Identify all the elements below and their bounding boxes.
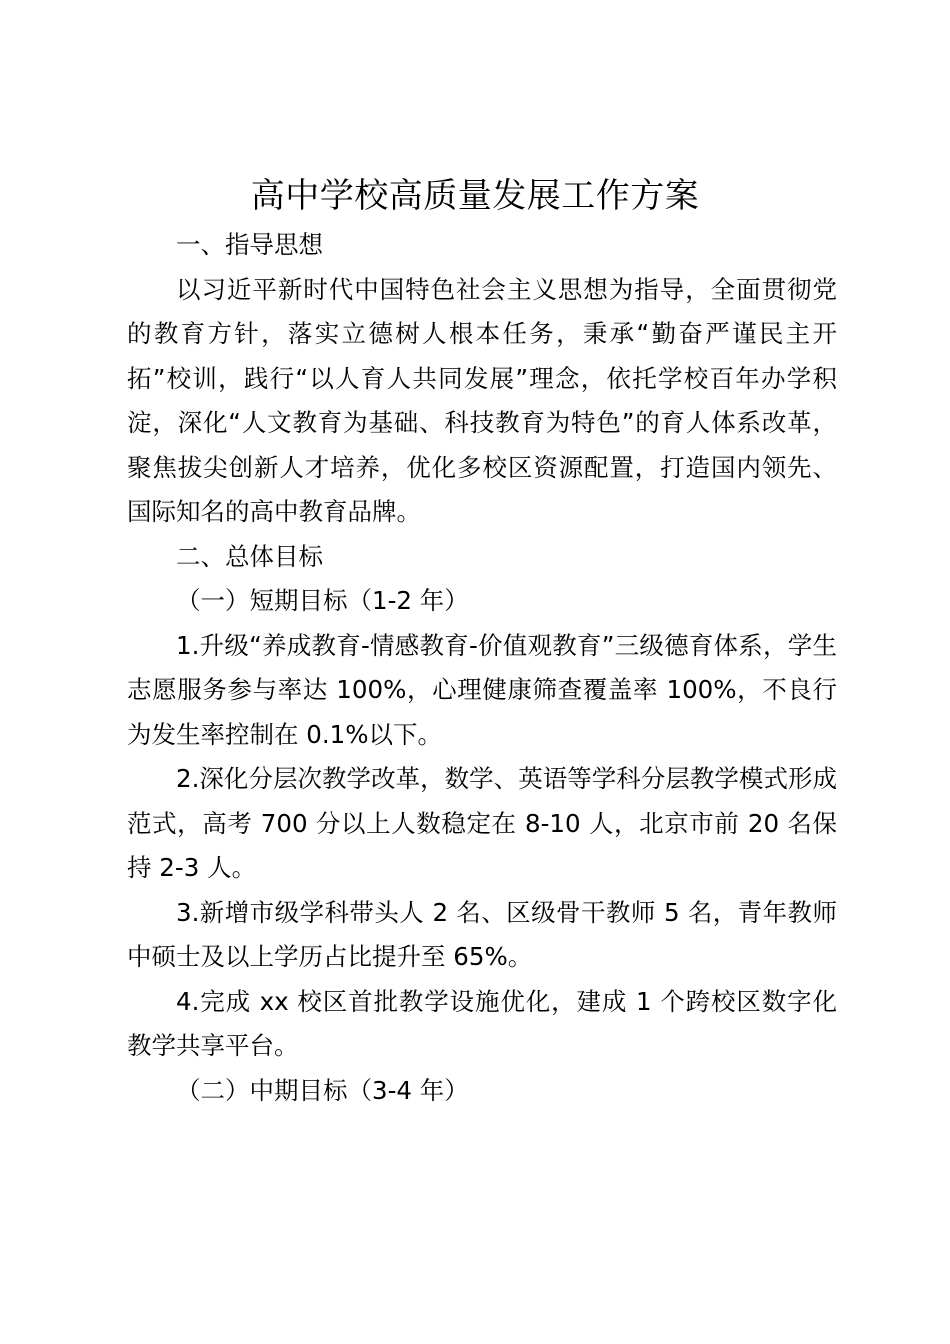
goal-item-3: 3.新增市级学科带头人 2 名、区级骨干教师 5 名，青年教师中硕士及以上学历占比提升至 65%。 bbox=[127, 897, 837, 971]
document-body bbox=[127, 223, 837, 1113]
goal-item-1: 1.升级“养成教育-情感教育-价值观教育”三级德育体系，学生志愿服务参与率达 100%，心理健康筛查覆盖率 100%，不良行为发生率控制在 0.1%以下。 bbox=[127, 630, 837, 749]
subheading-mid-term-goals: （二）中期目标（3-4 年） bbox=[176, 1075, 469, 1105]
heading-guiding-ideology: 一、指导思想 bbox=[176, 230, 323, 259]
heading-overall-goals: 二、总体目标 bbox=[176, 541, 323, 571]
document-title: 高中学校高质量发展工作方案 bbox=[250, 176, 700, 216]
goal-item-4: 4.完成 xx 校区首批教学设施优化，建成 1 个跨校区数字化教学共享平台。 bbox=[127, 986, 837, 1060]
paragraph-guiding-ideology: 以习近平新时代中国特色社会主义思想为指导，全面贯彻党的教育方针，落实立德树人根本任务，秉承“勤奋严谨民主开拓”校训，践行“以人育人共同发展”理念，依托学校百年办学积淀，深化“人文教育为基础、科技教育为特色”的育人体系改革，聚焦拔尖创新人才培养，优化多校区资源配置，打造国内领先、国际知名的高中教育品牌。 bbox=[127, 274, 837, 526]
goal-item-2: 2.深化分层次教学改革，数学、英语等学科分层教学模式形成范式，高考 700 分以上人数稳定在 8-10 人，北京市前 20 名保持 2-3 人。 bbox=[127, 764, 837, 882]
subheading-short-term-goals: （一）短期目标（1-2 年） bbox=[176, 586, 469, 615]
